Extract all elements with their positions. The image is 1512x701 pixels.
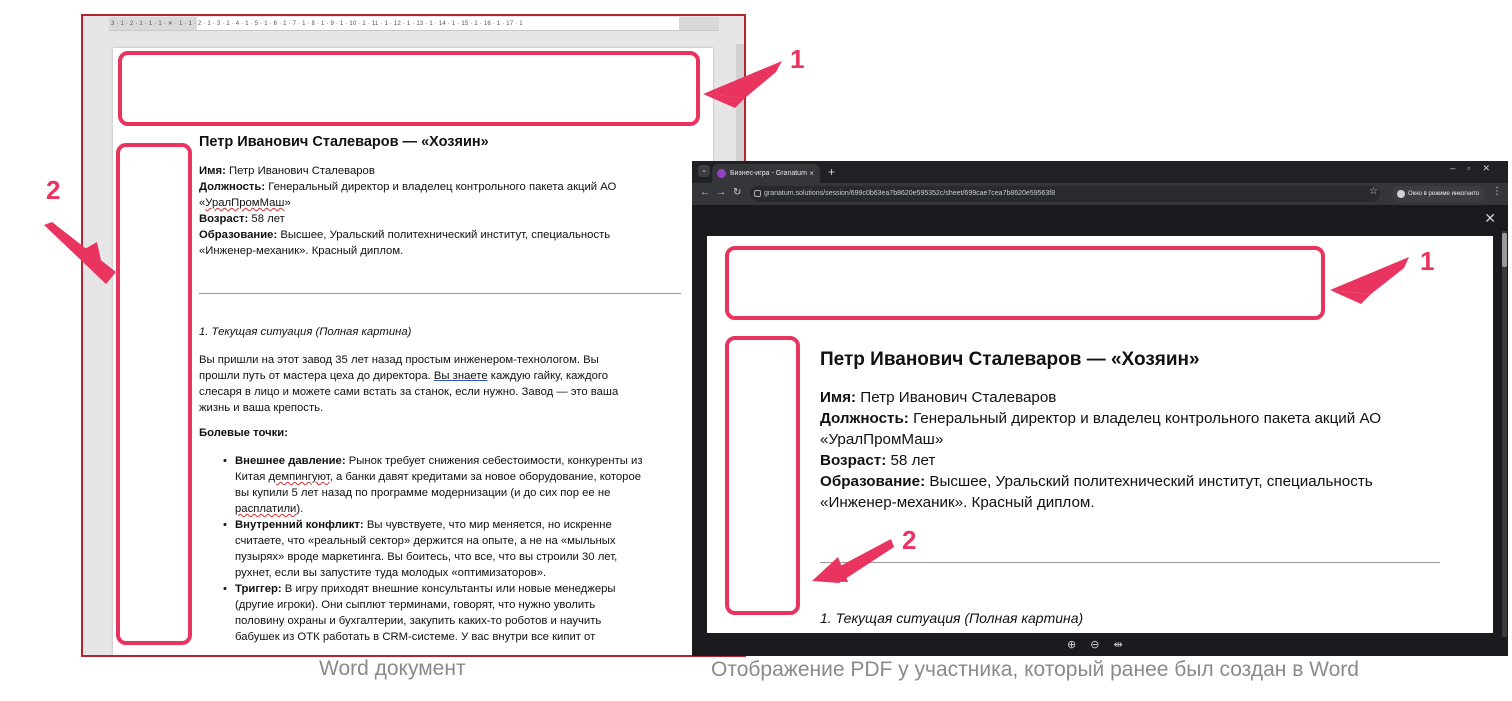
annotation-box-2-word: [116, 143, 192, 645]
company-name: УралПромМаш: [205, 197, 285, 209]
annotation-label-1-pdf: 1: [1420, 246, 1435, 276]
incognito-icon: [1397, 190, 1405, 198]
annotation-label-1-word: 1: [790, 44, 805, 74]
pdf-name-line: [820, 387, 1460, 408]
tab-search-icon[interactable]: ⌄: [698, 165, 710, 177]
ruler-scale: 3 · 1 · 2 · 1 · 1 · 1 · ✕ · 1 · 1 · 2 · 1 · 3 · 1 · 4 · 1 · 5 · 1 · 6 · 1 · 7 · 1 · 8 · 1 · 9 · 1 · 10 · 1 · 11 · 1 · 12 · 1 · 13 · 1 · 14 · 1 · 15 · 1 · 16 · 1 · 17 · 1: [111, 21, 523, 27]
address-bar: [692, 183, 1508, 205]
position-line: [199, 179, 681, 195]
document-title: Петр Иванович Сталеваров — «Хозяин»: [199, 134, 489, 150]
horizontal-rule: [199, 293, 681, 294]
education-label: Образование:: [199, 229, 278, 241]
annotation-box-1-pdf: [725, 246, 1325, 320]
zoom-out-icon[interactable]: ⊖: [1090, 639, 1114, 651]
pdf-education-line-2: «Инженер-механик». Красный диплом.: [820, 494, 1095, 511]
intro-paragraph: [199, 352, 681, 416]
list-item: • Триггер: В игру приходят внешние консультанты или новые менеджеры (другие игроки). Они сыплют терминами, говорят, что нужно уволить половину охраны и бухгалтерии, закупить каких-то роботов и научить бабушек из ОТК работать в CRM-системе. У вас внутри все кипит от: [223, 581, 681, 645]
intro-line: прошли путь от мастера цеха до директора. Вы знаете каждую гайку, каждого: [199, 370, 609, 382]
pdf-education-value: Высшее, Уральский политехнический институт, специальность: [925, 473, 1373, 490]
browser-menu-icon[interactable]: ⋮: [1492, 186, 1502, 197]
name-value: Петр Иванович Сталеваров: [225, 165, 375, 177]
granatum-favicon-icon: [717, 169, 726, 178]
section-heading: 1. Текущая ситуация (Полная картина): [199, 326, 412, 338]
annotation-box-1-word: [118, 51, 700, 126]
incognito-badge[interactable]: [1392, 186, 1485, 202]
site-info-icon[interactable]: [754, 190, 761, 197]
incognito-label: Окно в режиме инкогнито: [1408, 191, 1480, 197]
name-line: [199, 163, 681, 179]
pdf-age-label: Возраст:: [820, 452, 887, 469]
intro-line: слесаря в лицо и можете сами встать за станок, если нужно. Завод — это ваша: [199, 386, 619, 398]
name-label: Имя:: [199, 165, 226, 177]
age-line: [199, 211, 681, 227]
pdf-section-heading: 1. Текущая ситуация (Полная картина): [820, 610, 1084, 626]
list-item: • Внутренний конфликт: Вы чувствуете, что мир меняется, но искренне считаете, что «реальный сектор» держится на опыте, а не на «мыльных пузырях» вроде маркетинга. Вы боитесь, что все, что вы строили 30 лет, рухнет, если вы запустите туда молодых «оптимизаторов».: [223, 517, 681, 581]
pdf-name-label: Имя:: [820, 389, 857, 406]
tab-granatum[interactable]: [712, 164, 820, 183]
age-label: Возраст:: [199, 213, 249, 225]
education-value: Высшее, Уральский политехнический институт, специальность: [277, 229, 611, 241]
grammar-flag: Вы знаете: [433, 370, 488, 382]
fit-width-icon[interactable]: ⇹: [1113, 639, 1137, 651]
tab-title: Бизнес-игра - Granatum: [730, 170, 807, 177]
url-input[interactable]: [750, 186, 1380, 202]
ruler[interactable]: [109, 17, 719, 31]
pdf-education-line: [820, 471, 1460, 492]
position-suffix: »: [284, 197, 291, 209]
tab-bar: [692, 161, 1508, 183]
forward-icon[interactable]: →: [716, 187, 726, 198]
position-label: Должность:: [199, 181, 266, 193]
intro-line: Вы пришли на этот завод 35 лет назад простым инженером-технологом. Вы: [199, 354, 599, 366]
pdf-age-line: [820, 450, 1460, 471]
annotation-box-2-pdf: [725, 336, 800, 615]
reload-icon[interactable]: ↻: [733, 187, 742, 198]
annotation-label-2-pdf: 2: [902, 525, 917, 555]
scroll-thumb[interactable]: [1502, 233, 1507, 267]
pdf-content: [820, 349, 1460, 513]
pdf-position-line-2: «УралПромМаш»: [820, 431, 944, 448]
word-page-content: [199, 134, 681, 645]
window-controls[interactable]: –▫✕: [1450, 163, 1502, 173]
pain-points-heading: Болевые точки:: [199, 427, 288, 439]
education-line: [199, 227, 681, 243]
position-value: Генеральный директор и владелец контрольного пакета акций АО: [265, 181, 617, 193]
pdf-horizontal-rule: [820, 562, 1440, 563]
word-page: [113, 48, 713, 657]
intro-line: жизнь и ваша крепость.: [199, 402, 324, 414]
caption-word: Word документ: [319, 657, 466, 680]
list-item: • Внешнее давление: Рынок требует снижения себестоимости, конкуренты из Китая демпингуют, а банки давят кредитами за новое оборудование, которое вы купили 5 лет назад по программе модернизации (и до сих пор ее не расплатили).: [223, 453, 681, 517]
back-icon[interactable]: ←: [700, 187, 710, 198]
spelling-flag: демпингуют: [268, 471, 330, 483]
pdf-scrollbar[interactable]: [1502, 231, 1507, 637]
pdf-education-label: Образование:: [820, 473, 926, 490]
caption-pdf: Отображение PDF у участника, который ранее был создан в Word: [711, 658, 1359, 681]
position-prefix: «: [199, 197, 206, 209]
spelling-flag: расплатили: [235, 503, 297, 515]
new-tab-button[interactable]: +: [828, 165, 836, 179]
ruler-margin-right: [679, 17, 719, 31]
pdf-title: Петр Иванович Сталеваров — «Хозяин»: [820, 349, 1200, 370]
zoom-controls: [1067, 638, 1137, 651]
url-text: granatum.solutions/session/699c0b63ea7b8620e595352c/sheet/699cae7cea7b8620e59563f8: [764, 190, 1056, 197]
zoom-in-icon[interactable]: ⊕: [1067, 639, 1091, 651]
bookmark-star-icon[interactable]: ☆: [1369, 186, 1378, 197]
pdf-name-value: Петр Иванович Сталеваров: [856, 389, 1057, 406]
pdf-age-value: 58 лет: [886, 452, 936, 469]
annotation-label-2-word: 2: [46, 175, 61, 205]
tab-close-icon[interactable]: ×: [809, 169, 814, 178]
position-line-2: [199, 195, 681, 211]
pdf-position-line: [820, 408, 1460, 429]
viewer-close-icon[interactable]: ✕: [1484, 210, 1496, 226]
age-value: 58 лет: [248, 213, 285, 225]
pdf-position-label: Должность:: [820, 410, 909, 427]
pdf-position-value: Генеральный директор и владелец контрольного пакета акций АО: [908, 410, 1382, 427]
pain-points-list: [223, 453, 681, 645]
education-line-2: «Инженер-механик». Красный диплом.: [199, 245, 404, 257]
